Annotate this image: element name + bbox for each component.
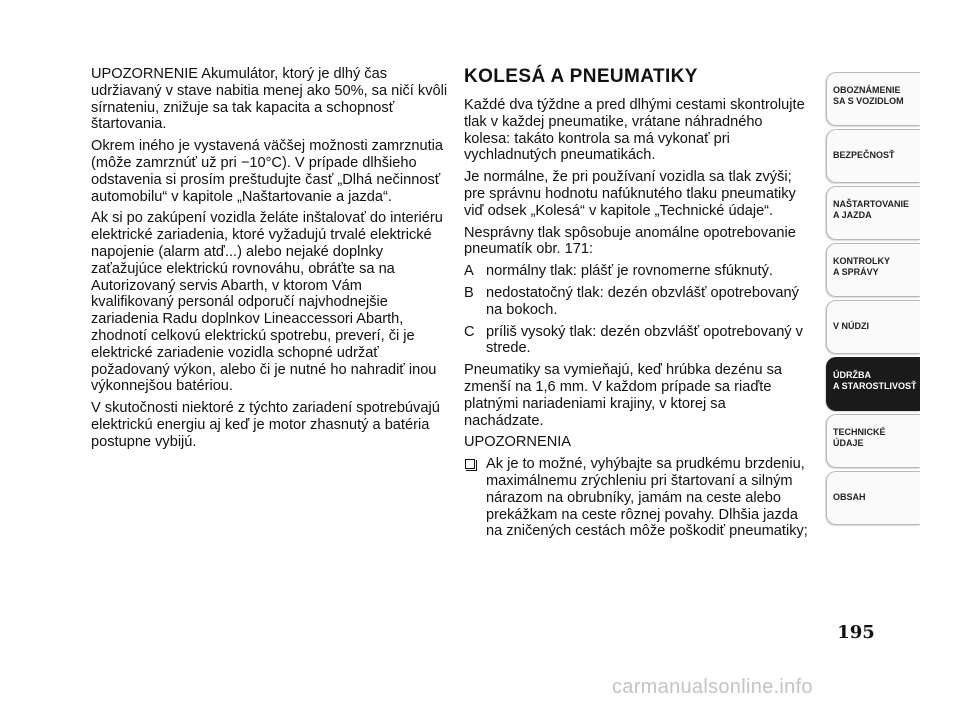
right-column [464, 66, 809, 540]
tab-kontrolky[interactable]: KONTROLKY A SPRÁVY [826, 243, 920, 297]
paragraph: Okrem iného je vystavená väčšej možnosti zamrznutia (môže zamrznúť už pri −10°C). V prípade dlhšieho odstavenia si prosím preštudujte časť „Dlhá nečinnosť automobilu“ v kapitole „Naštartovanie a jazda“. [91, 138, 444, 205]
list-marker: C [464, 323, 475, 340]
watermark: carmanualsonline.info [612, 676, 813, 698]
list-item-text: normálny tlak: plášť je rovnomerne sfúknutý. [486, 263, 773, 280]
tab-obsah[interactable]: OBSAH [826, 471, 920, 525]
checkbox-bullet-icon [465, 459, 475, 469]
paragraph: UPOZORNENIE Akumulátor, ktorý je dlhý čas udržiavaný v stave nabitia menej ako 50%, sa ničí kvôli sírnateniu, znižuje sa tak kapacita a schopnosť štartovania. [91, 66, 448, 133]
tab-bezpecnost[interactable]: BEZPEČNOSŤ [826, 129, 920, 183]
paragraph: Každé dva týždne a pred dlhými cestami skontrolujte tlak v každej pneumatike, vrátane náhradného kolesa: takáto kontrola sa má vykonať pri vychladnutých pneumatikách. [464, 97, 805, 164]
tab-oboznamenie[interactable]: OBOZNÁMENIE SA S VOZIDLOM [826, 72, 920, 126]
section-heading: KOLESÁ A PNEUMATIKY [464, 66, 698, 87]
warning-title: UPOZORNENIA [464, 434, 572, 451]
paragraph: Je normálne, že pri používaní vozidla sa tlak zvýši; pre správnu hodnotu nafúknutého tlaku pneumatiky viď odsek „Kolesá“ v kapitole „Technické údaje“. [464, 169, 796, 219]
tab-udrzba[interactable]: ÚDRŽBA A STAROSTLIVOSŤ [826, 357, 920, 411]
list-marker: B [464, 284, 474, 301]
paragraph: Ak si po zakúpení vozidla želáte inštalovať do interiéru elektrické zariadenia, ktoré vyžadujú trvalé elektrické napojenie (alarm atď...) alebo nejaké doplnky zaťažujúce elektrickú rovnováhu, obráťte sa na Autorizovaný servis Abarth, v ktorom Vám kvalifikovaný personál odporučí najvhodnejšie zariadenia Radu doplnkov Lineaccessori Abarth, zhodnotí celkovú elektrickú spotrebu, preverí, či je elektrické zariadenie vozidla schopné udržať požadovaný výkon, alebo či je nutné ho nahradiť inou výkonnejšou batériou. [91, 210, 443, 395]
tab-v-nudzi[interactable]: V NÚDZI [826, 300, 920, 354]
list-item-text: príliš vysoký tlak: dezén obzvlášť opotrebovaný v strede. [486, 323, 803, 357]
list-item-b [464, 285, 809, 319]
tab-technicke-udaje[interactable]: TECHNICKÉ ÚDAJE [826, 414, 920, 468]
tab-nastartovanie[interactable]: NAŠTARTOVANIE A JAZDA [826, 186, 920, 240]
paragraph: Pneumatiky sa vymieňajú, keď hrúbka dezénu sa zmenší na 1,6 mm. V každom prípade sa riaďte platnými nariadeniami krajiny, v ktorej sa nachádzate. [464, 362, 783, 429]
paragraph: Nesprávny tlak spôsobuje anomálne opotrebovanie pneumatík obr. 171: [464, 224, 796, 258]
warning-bullet [464, 456, 809, 540]
list-item-text: nedostatočný tlak: dezén obzvlášť opotrebovaný na bokoch. [486, 284, 799, 318]
left-column [91, 66, 448, 456]
paragraph: V skutočnosti niektoré z týchto zariadení spotrebúvajú elektrickú energiu aj keď je motor zhasnutý a batéria postupne vybijú. [91, 400, 440, 450]
chapter-tabs [826, 72, 920, 528]
list-marker: A [464, 263, 474, 280]
list-item-c [464, 324, 809, 358]
page-number: 195 [837, 622, 875, 643]
warning-bullet-text: Ak je to možné, vyhýbajte sa prudkému brzdeniu, maximálnemu zrýchleniu pri štartovaní a silným nárazom na obrubníky, jamám na ceste alebo prekážkam na ceste rôznej povahy. Dlhšia jazda na zničených cestách môže poškodiť pneumatiky; [486, 456, 808, 540]
list-item-a [464, 263, 809, 280]
